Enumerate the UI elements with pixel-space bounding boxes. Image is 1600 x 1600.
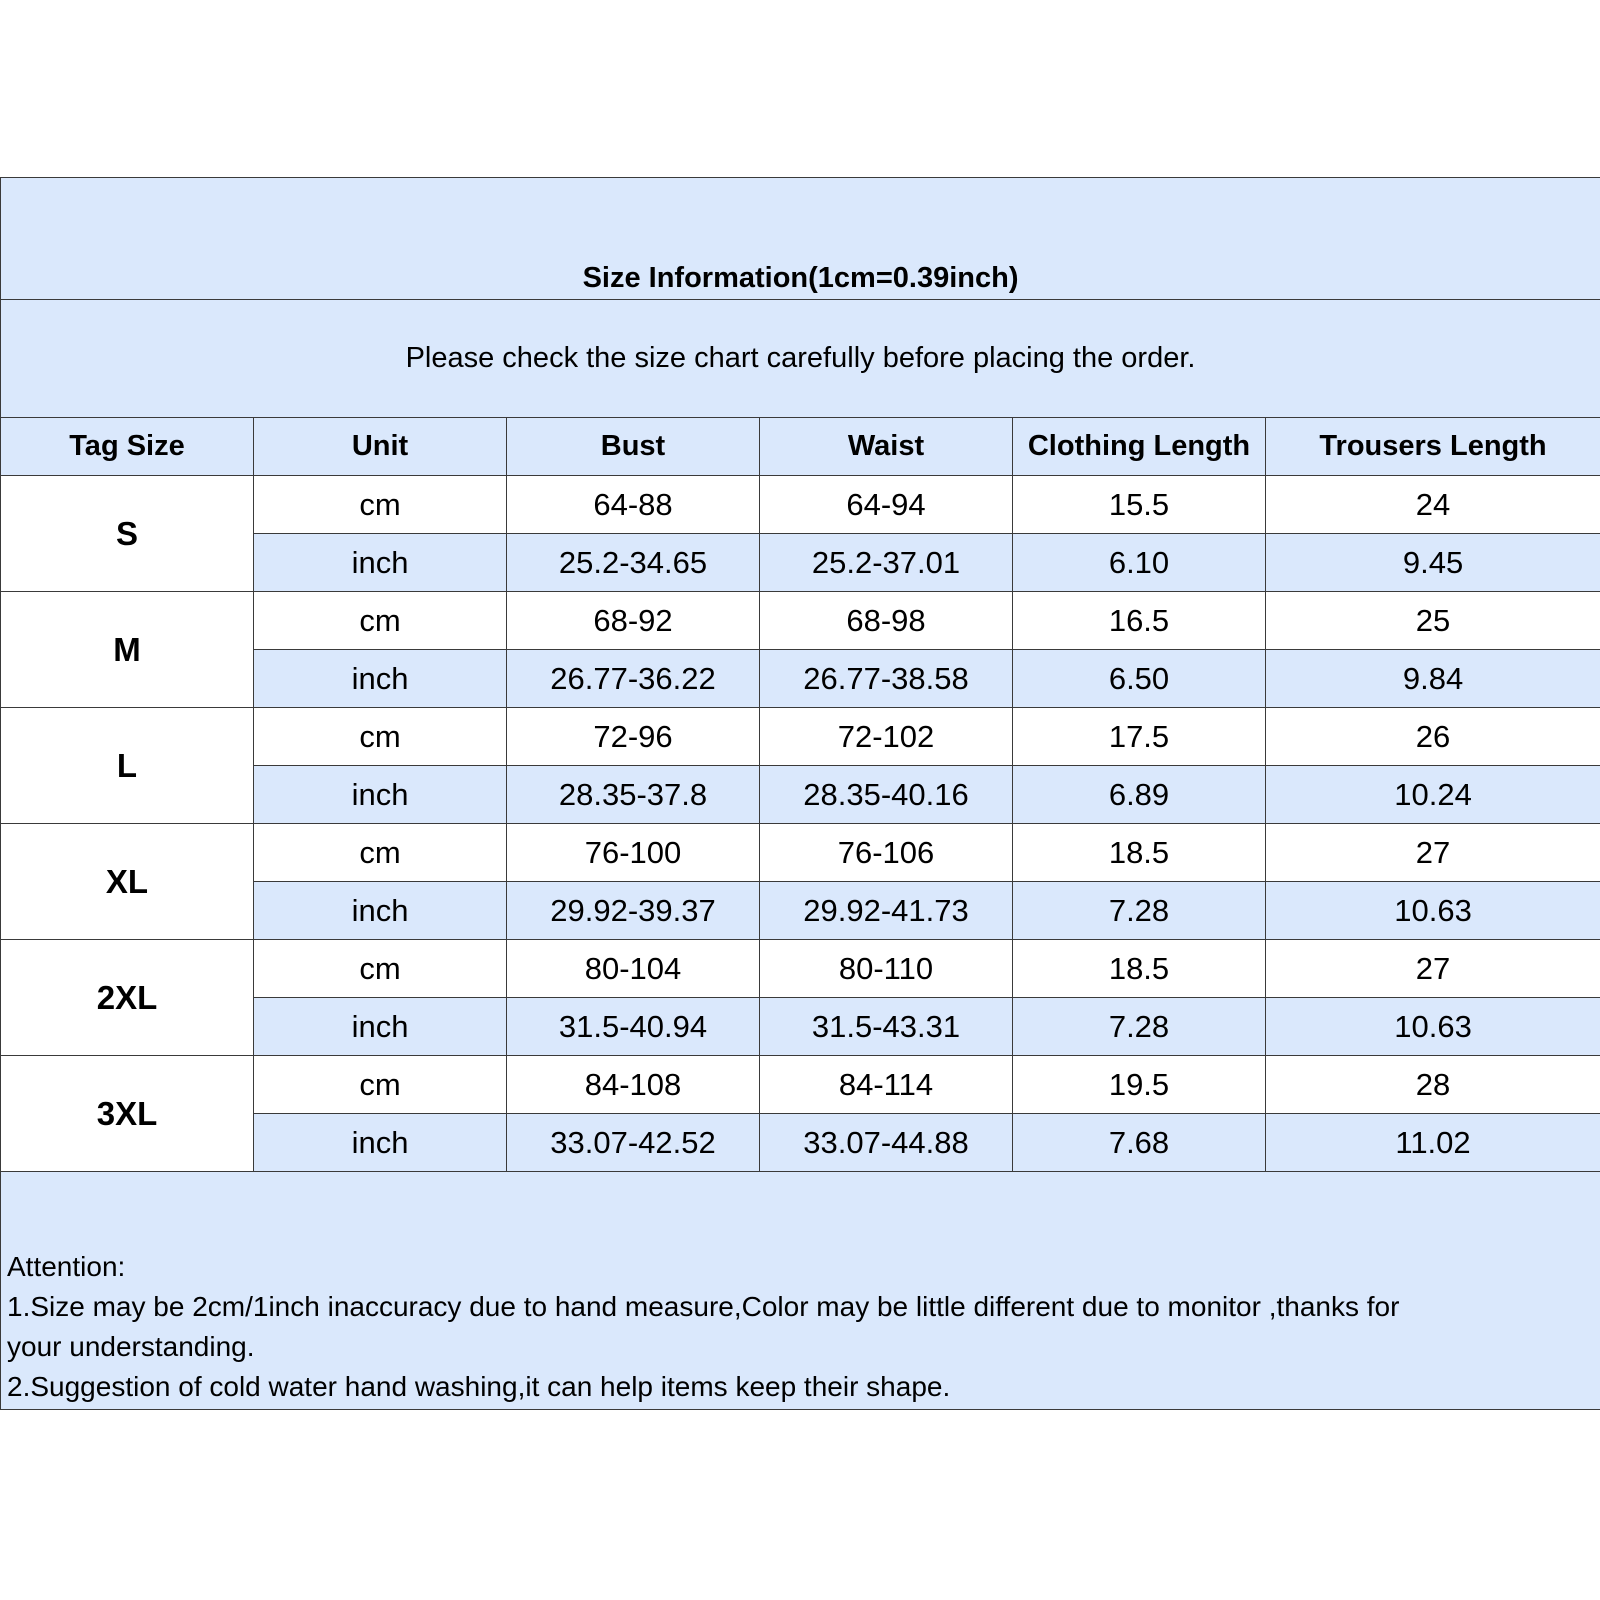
table-row (1, 1056, 1600, 1114)
unit-cell: inch (254, 882, 507, 940)
unit-cell: inch (254, 650, 507, 708)
waist-cell: 25.2-37.01 (760, 534, 1013, 592)
clothing-length-cell: 6.10 (1013, 534, 1266, 592)
table-row (1, 592, 1600, 650)
order-notice: Please check the size chart carefully before placing the order. (1, 300, 1600, 418)
trousers-length-cell: 9.84 (1266, 650, 1600, 708)
attention-line-1-continued: your understanding. (7, 1331, 255, 1362)
tag-size-cell: M (1, 592, 254, 708)
notice-row (1, 300, 1600, 418)
trousers-length-cell: 25 (1266, 592, 1600, 650)
waist-cell: 28.35-40.16 (760, 766, 1013, 824)
tag-size-cell: XL (1, 824, 254, 940)
waist-cell: 29.92-41.73 (760, 882, 1013, 940)
unit-cell: cm (254, 708, 507, 766)
header-row (1, 418, 1600, 476)
unit-cell: cm (254, 824, 507, 882)
trousers-length-cell: 27 (1266, 940, 1600, 998)
tag-size-cell: S (1, 476, 254, 592)
clothing-length-cell: 17.5 (1013, 708, 1266, 766)
size-chart-title: Size Information(1cm=0.39inch) (1, 178, 1600, 300)
size-chart-table (0, 177, 1600, 1410)
unit-cell: inch (254, 998, 507, 1056)
clothing-length-cell: 6.89 (1013, 766, 1266, 824)
attention-heading: Attention: (7, 1251, 126, 1282)
waist-cell: 80-110 (760, 940, 1013, 998)
clothing-length-cell: 15.5 (1013, 476, 1266, 534)
waist-cell: 68-98 (760, 592, 1013, 650)
clothing-length-cell: 19.5 (1013, 1056, 1266, 1114)
unit-cell: cm (254, 592, 507, 650)
bust-cell: 72-96 (507, 708, 760, 766)
header-unit: Unit (254, 418, 507, 476)
tag-size-cell: 2XL (1, 940, 254, 1056)
table-row (1, 708, 1600, 766)
bust-cell: 31.5-40.94 (507, 998, 760, 1056)
trousers-length-cell: 10.24 (1266, 766, 1600, 824)
trousers-length-cell: 11.02 (1266, 1114, 1600, 1172)
trousers-length-cell: 9.45 (1266, 534, 1600, 592)
attention-line-1: 1.Size may be 2cm/1inch inaccuracy due to hand measure,Color may be little different due to monitor ,thanks for (7, 1291, 1400, 1322)
clothing-length-cell: 18.5 (1013, 940, 1266, 998)
title-row (1, 178, 1600, 300)
waist-cell: 84-114 (760, 1056, 1013, 1114)
header-bust: Bust (507, 418, 760, 476)
unit-cell: inch (254, 766, 507, 824)
bust-cell: 25.2-34.65 (507, 534, 760, 592)
unit-cell: inch (254, 534, 507, 592)
clothing-length-cell: 7.68 (1013, 1114, 1266, 1172)
bust-cell: 28.35-37.8 (507, 766, 760, 824)
clothing-length-cell: 7.28 (1013, 882, 1266, 940)
table-row (1, 476, 1600, 534)
trousers-length-cell: 10.63 (1266, 882, 1600, 940)
bust-cell: 84-108 (507, 1056, 760, 1114)
unit-cell: cm (254, 476, 507, 534)
bust-cell: 76-100 (507, 824, 760, 882)
waist-cell: 26.77-38.58 (760, 650, 1013, 708)
unit-cell: cm (254, 1056, 507, 1114)
tag-size-cell: 3XL (1, 1056, 254, 1172)
tag-size-cell: L (1, 708, 254, 824)
trousers-length-cell: 27 (1266, 824, 1600, 882)
clothing-length-cell: 18.5 (1013, 824, 1266, 882)
waist-cell: 72-102 (760, 708, 1013, 766)
trousers-length-cell: 28 (1266, 1056, 1600, 1114)
attention-notes (1, 1172, 1600, 1410)
waist-cell: 64-94 (760, 476, 1013, 534)
bust-cell: 80-104 (507, 940, 760, 998)
clothing-length-cell: 6.50 (1013, 650, 1266, 708)
header-tag-size: Tag Size (1, 418, 254, 476)
trousers-length-cell: 26 (1266, 708, 1600, 766)
trousers-length-cell: 24 (1266, 476, 1600, 534)
waist-cell: 33.07-44.88 (760, 1114, 1013, 1172)
table-row (1, 824, 1600, 882)
table-row (1, 940, 1600, 998)
clothing-length-cell: 16.5 (1013, 592, 1266, 650)
attention-row (1, 1172, 1600, 1410)
attention-line-2: 2.Suggestion of cold water hand washing,it can help items keep their shape. (7, 1371, 951, 1402)
bust-cell: 33.07-42.52 (507, 1114, 760, 1172)
waist-cell: 76-106 (760, 824, 1013, 882)
unit-cell: inch (254, 1114, 507, 1172)
clothing-length-cell: 7.28 (1013, 998, 1266, 1056)
bust-cell: 64-88 (507, 476, 760, 534)
bust-cell: 68-92 (507, 592, 760, 650)
bust-cell: 29.92-39.37 (507, 882, 760, 940)
trousers-length-cell: 10.63 (1266, 998, 1600, 1056)
header-trousers-length: Trousers Length (1266, 418, 1600, 476)
unit-cell: cm (254, 940, 507, 998)
waist-cell: 31.5-43.31 (760, 998, 1013, 1056)
header-waist: Waist (760, 418, 1013, 476)
header-clothing-length: Clothing Length (1013, 418, 1266, 476)
bust-cell: 26.77-36.22 (507, 650, 760, 708)
